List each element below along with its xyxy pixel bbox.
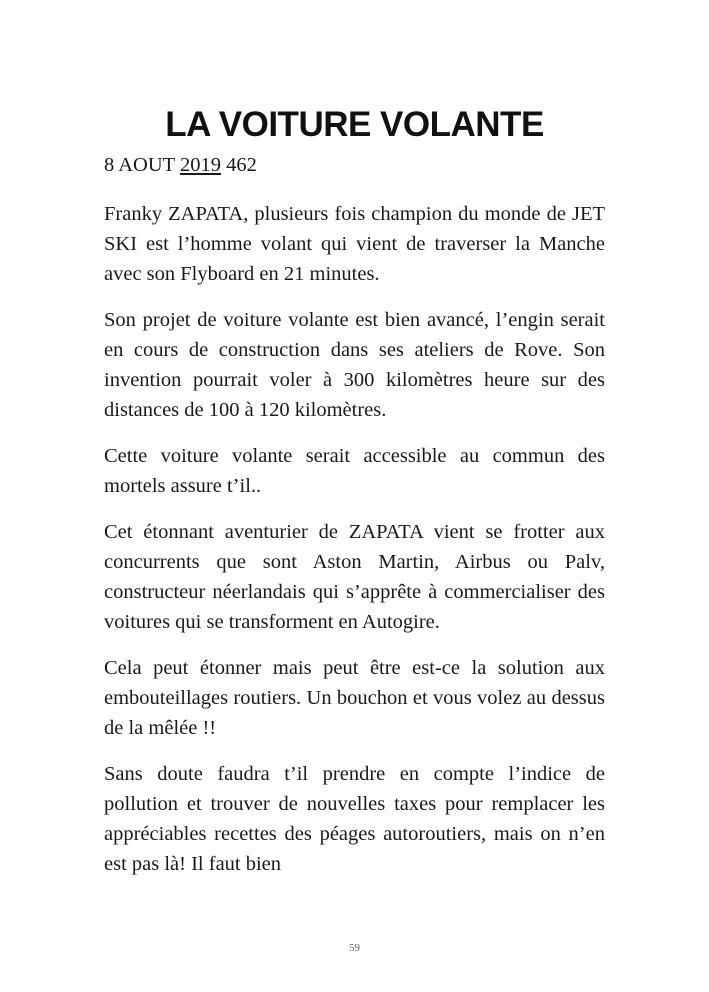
year-link[interactable]: 2019 <box>179 154 221 176</box>
paragraph-1: Franky ZAPATA, plusieurs fois champion du monde de JET SKI est l’homme volant qui vient de traverser la Manche avec son Flyboard en 21 minutes. <box>104 203 605 285</box>
paragraph-6: Sans doute faudra t’il prendre en compte l’indice de pollution et trouver de nouvelles taxes pour remplacer les appréciables recettes des péages autoroutiers, mais on n’en est pas là! Il faut bien <box>104 763 605 875</box>
post-count: 462 <box>226 154 257 176</box>
paragraph-5: Cela peut étonner mais peut être est-ce la solution aux embouteillages routiers. Un bouchon et vous volez au dessus de la mêlée !! <box>104 657 605 739</box>
article-body <box>104 150 605 895</box>
paragraph-3: Cette voiture volante serait accessible au commun des mortels assure t’il.. <box>104 445 605 497</box>
post-date: 8 AOUT <box>104 154 175 176</box>
page-number: 59 <box>349 942 360 954</box>
post-meta <box>104 150 605 180</box>
paragraph-2: Son projet de voiture volante est bien avancé, l’engin serait en cours de construction dans ses ateliers de Rove. Son invention pourrait voler à 300 kilomètres heure sur des distances de 100 à 120 kilomètres. <box>104 309 605 421</box>
paragraph-4: Cet étonnant aventurier de ZAPATA vient se frotter aux concurrents que sont Aston Martin, Airbus ou Palv, constructeur néerlandais qui s’apprête à commercialiser des voitures qui se transforment en Autogire. <box>104 521 605 633</box>
page-title: LA VOITURE VOLANTE <box>165 105 544 145</box>
